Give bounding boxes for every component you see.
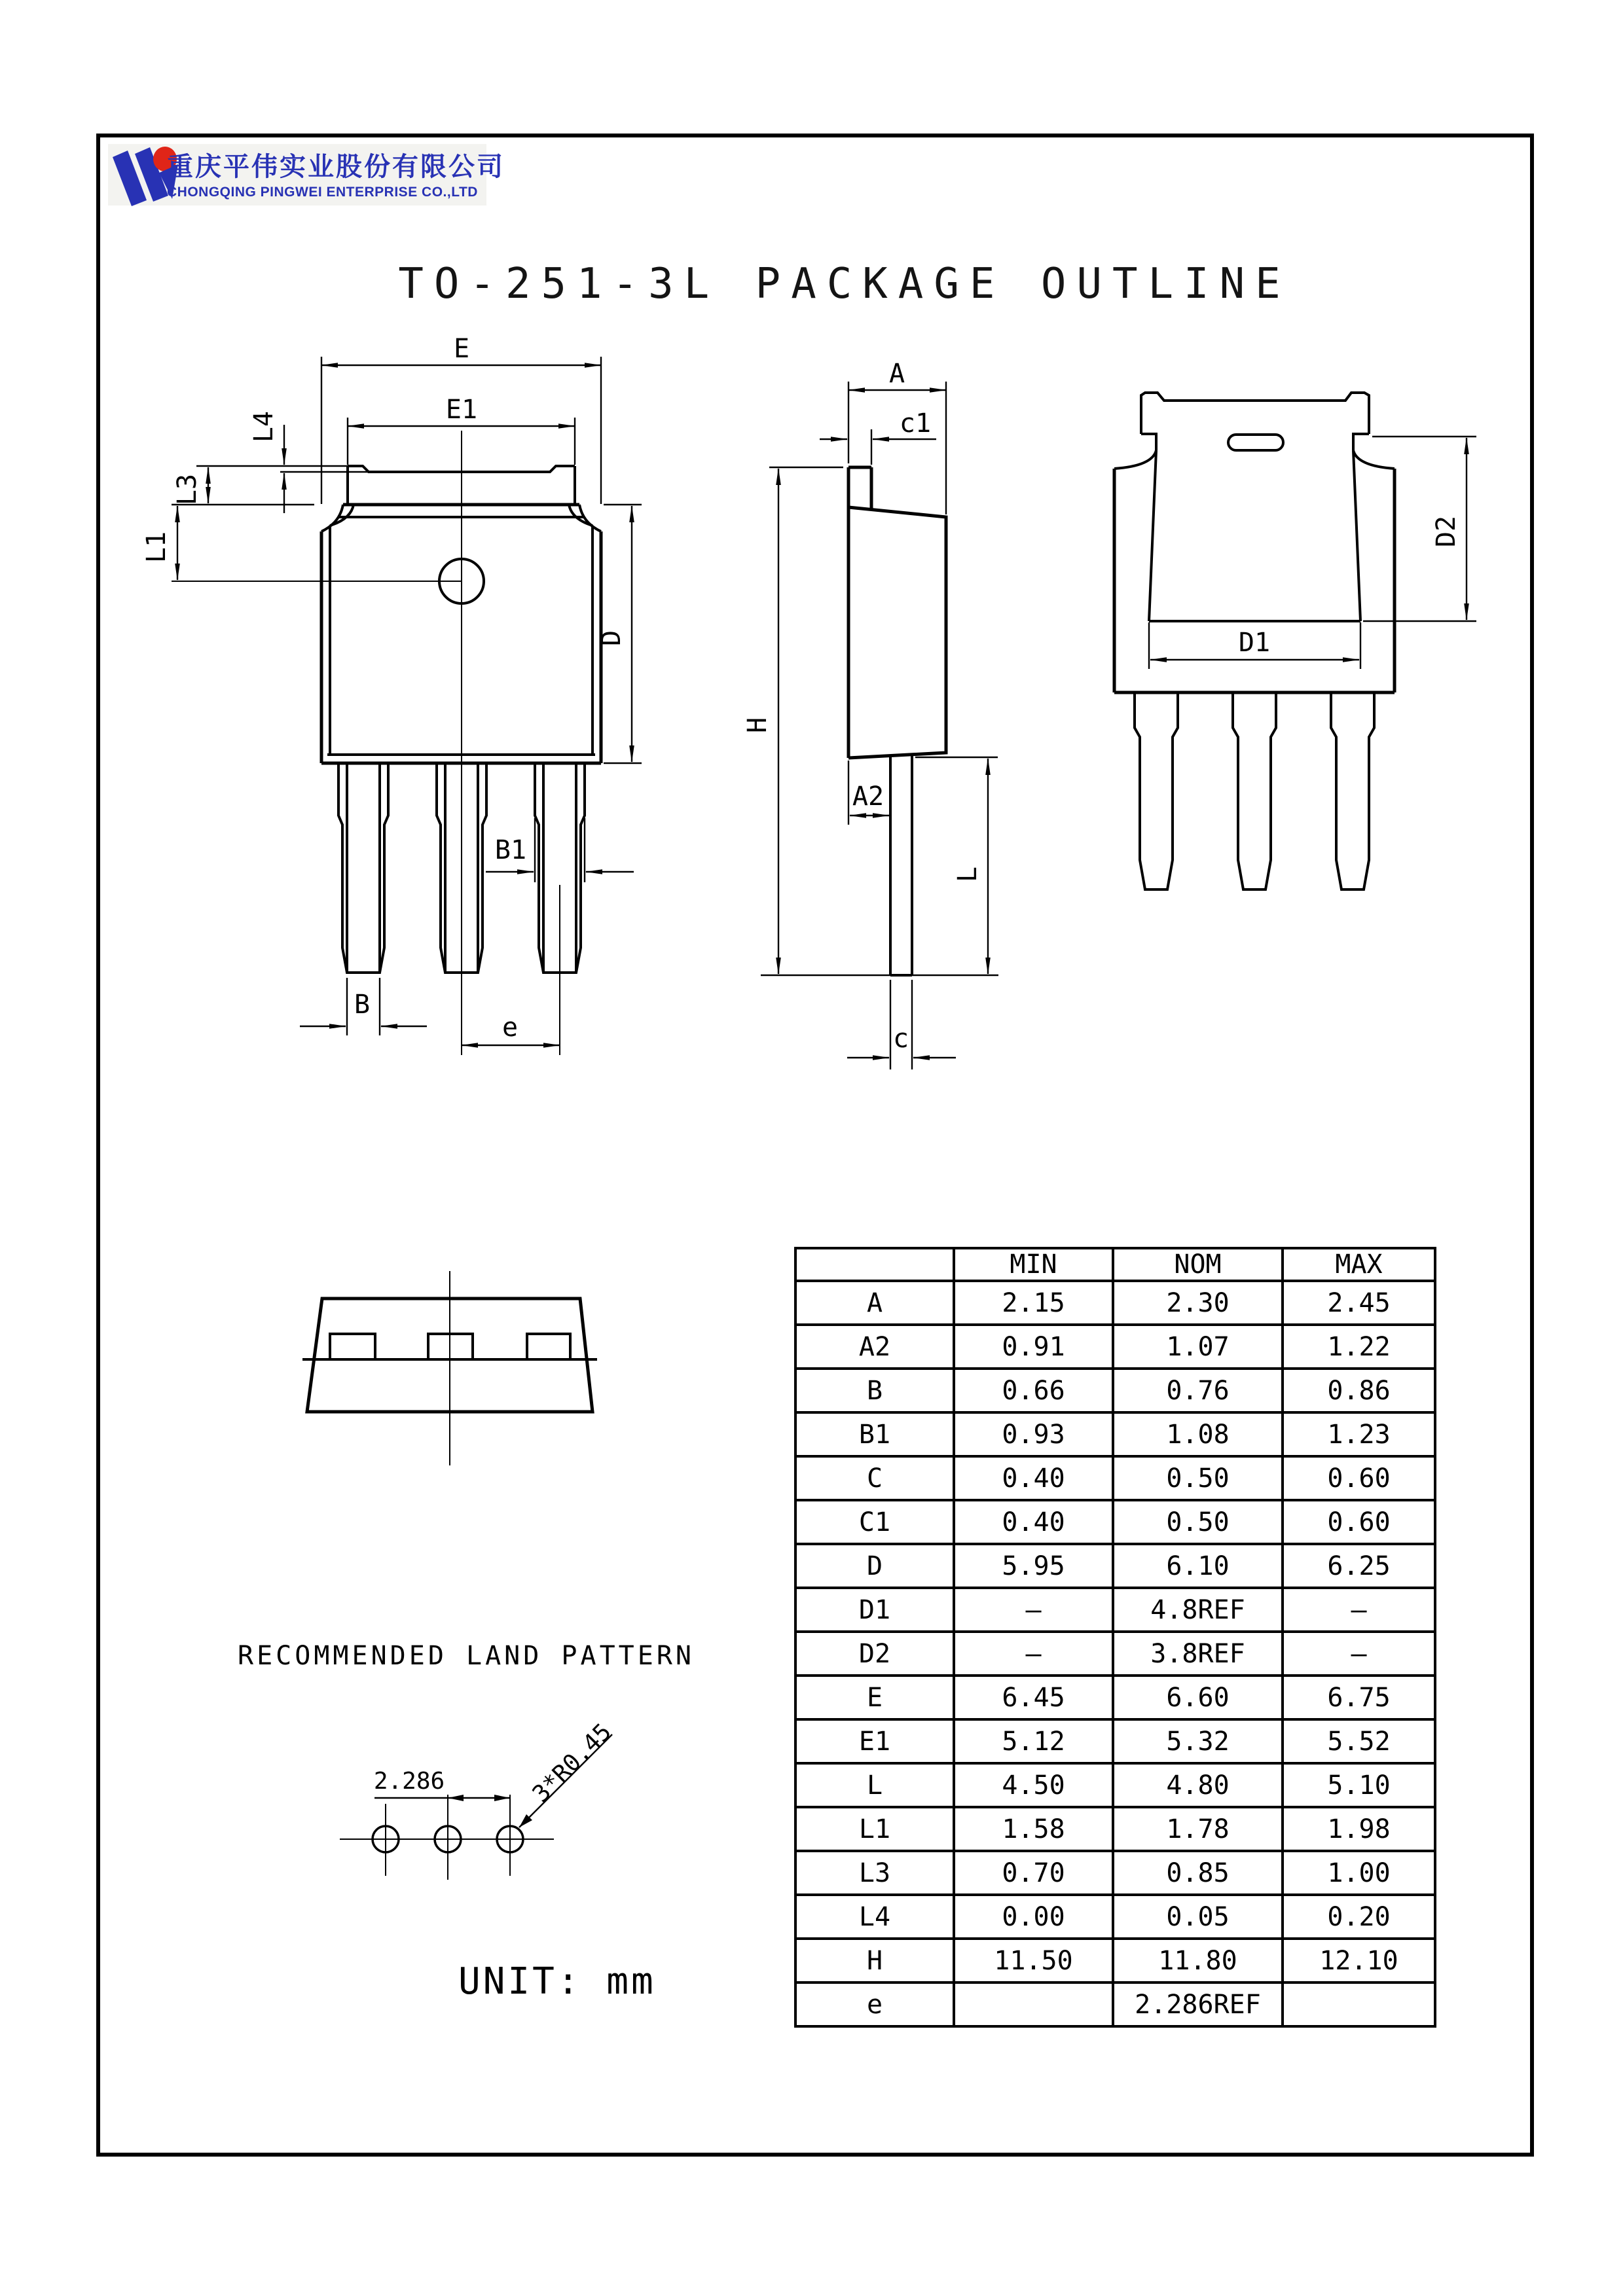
dim-cell: B1 bbox=[795, 1412, 954, 1456]
table-row bbox=[795, 1325, 1435, 1369]
side-body-outline bbox=[848, 467, 946, 758]
land-pattern-drawing bbox=[238, 1641, 695, 1880]
table-row bbox=[795, 1369, 1435, 1412]
dim-label-H: H bbox=[742, 717, 773, 734]
dim-cell: L bbox=[795, 1763, 954, 1807]
value-cell: 0.60 bbox=[1283, 1456, 1435, 1500]
dim-cell: C1 bbox=[795, 1500, 954, 1544]
value-cell: 6.75 bbox=[1283, 1676, 1435, 1719]
value-cell: 1.58 bbox=[954, 1807, 1113, 1851]
dim-cell: D1 bbox=[795, 1588, 954, 1632]
table-row bbox=[795, 1632, 1435, 1676]
land-pattern-pads bbox=[340, 1795, 554, 1880]
value-cell: 0.66 bbox=[954, 1369, 1113, 1412]
dim-label-L4: L4 bbox=[249, 410, 279, 443]
company-name-english: CHONGQING PINGWEI ENTERPRISE CO.,LTD bbox=[167, 185, 478, 200]
value-cell: 0.70 bbox=[954, 1851, 1113, 1895]
dim-cell: A bbox=[795, 1281, 954, 1325]
dimensions-table bbox=[794, 1247, 1436, 2028]
value-cell: 4.80 bbox=[1113, 1763, 1283, 1807]
dim-label-c: c bbox=[892, 1024, 909, 1054]
dim-cell: D2 bbox=[795, 1632, 954, 1676]
header-nom: NOM bbox=[1113, 1248, 1283, 1281]
dim-cell: C bbox=[795, 1456, 954, 1500]
value-cell: – bbox=[954, 1588, 1113, 1632]
header-min: MIN bbox=[954, 1248, 1113, 1281]
dim-cell: A2 bbox=[795, 1325, 954, 1369]
value-cell: 1.78 bbox=[1113, 1807, 1283, 1851]
table-row bbox=[795, 1412, 1435, 1456]
header-blank bbox=[795, 1248, 954, 1281]
page-title: TO-251-3L PACKAGE OUTLINE bbox=[398, 260, 1291, 308]
company-name-chinese: 重庆平伟实业股份有限公司 bbox=[167, 152, 505, 181]
table-row bbox=[795, 1807, 1435, 1851]
table-row bbox=[795, 1676, 1435, 1719]
dim-label-D1: D1 bbox=[1238, 628, 1271, 658]
value-cell: 5.32 bbox=[1113, 1719, 1283, 1763]
value-cell: 5.95 bbox=[954, 1544, 1113, 1588]
front-centerlines bbox=[172, 431, 560, 1055]
dim-label-A: A bbox=[888, 359, 905, 389]
dim-label-E: E bbox=[453, 334, 470, 364]
value-cell: 2.45 bbox=[1283, 1281, 1435, 1325]
value-cell: 0.86 bbox=[1283, 1369, 1435, 1412]
dim-cell: E1 bbox=[795, 1719, 954, 1763]
dim-cell: D bbox=[795, 1544, 954, 1588]
dim-label-B1: B1 bbox=[494, 835, 527, 865]
value-cell: 5.52 bbox=[1283, 1719, 1435, 1763]
unit-label: UNIT: mm bbox=[458, 1960, 656, 2003]
value-cell: 2.15 bbox=[954, 1281, 1113, 1325]
bottom-view-drawing bbox=[302, 1271, 597, 1465]
value-cell: 6.10 bbox=[1113, 1544, 1283, 1588]
value-cell: – bbox=[1283, 1632, 1435, 1676]
back-dimensions bbox=[1149, 437, 1476, 669]
value-cell: 2.286REF bbox=[1113, 1982, 1283, 2026]
dim-cell: e bbox=[795, 1982, 954, 2026]
dim-label-D2: D2 bbox=[1431, 515, 1461, 548]
value-cell: 1.23 bbox=[1283, 1412, 1435, 1456]
tab-slot bbox=[1228, 435, 1283, 450]
value-cell: 1.07 bbox=[1113, 1325, 1283, 1369]
value-cell: 0.76 bbox=[1113, 1369, 1283, 1412]
value-cell: 0.05 bbox=[1113, 1895, 1283, 1939]
pitch-dim-label: 2.286 bbox=[373, 1768, 445, 1795]
value-cell: – bbox=[954, 1632, 1113, 1676]
value-cell: 0.93 bbox=[954, 1412, 1113, 1456]
table-row bbox=[795, 1939, 1435, 1982]
side-dimensions bbox=[742, 359, 998, 1069]
header-max: MAX bbox=[1283, 1248, 1435, 1281]
dim-label-A2: A2 bbox=[852, 781, 884, 812]
dim-cell: H bbox=[795, 1939, 954, 1982]
dim-cell: L1 bbox=[795, 1807, 954, 1851]
back-view-drawing bbox=[1114, 393, 1476, 889]
dim-cell: L3 bbox=[795, 1851, 954, 1895]
table-row bbox=[795, 1982, 1435, 2026]
land-pattern-pitch-dim bbox=[374, 1768, 510, 1801]
back-leads bbox=[1135, 692, 1374, 889]
value-cell: 6.45 bbox=[954, 1676, 1113, 1719]
value-cell: 5.10 bbox=[1283, 1763, 1435, 1807]
front-dimensions bbox=[141, 334, 642, 1045]
value-cell: 6.25 bbox=[1283, 1544, 1435, 1588]
value-cell: 3.8REF bbox=[1113, 1632, 1283, 1676]
dim-cell: L4 bbox=[795, 1895, 954, 1939]
dim-label-E1: E1 bbox=[445, 395, 478, 425]
dim-label-B: B bbox=[354, 990, 371, 1020]
table-row bbox=[795, 1588, 1435, 1632]
side-lead bbox=[890, 755, 912, 975]
value-cell: 11.80 bbox=[1113, 1939, 1283, 1982]
land-pattern-heading: RECOMMENDED LAND PATTERN bbox=[238, 1641, 695, 1671]
value-cell bbox=[954, 1982, 1113, 2026]
dim-label-D: D bbox=[596, 630, 627, 647]
value-cell: 0.20 bbox=[1283, 1895, 1435, 1939]
table-row bbox=[795, 1544, 1435, 1588]
value-cell: 1.08 bbox=[1113, 1412, 1283, 1456]
value-cell: 11.50 bbox=[954, 1939, 1113, 1982]
dim-label-e: e bbox=[501, 1013, 519, 1043]
table-row bbox=[795, 1763, 1435, 1807]
dim-label-L: L bbox=[953, 866, 983, 883]
value-cell: 0.50 bbox=[1113, 1456, 1283, 1500]
dim-label-L3: L3 bbox=[172, 473, 202, 506]
value-cell: 0.00 bbox=[954, 1895, 1113, 1939]
land-pattern-radius-note bbox=[519, 1719, 617, 1827]
value-cell: 0.85 bbox=[1113, 1851, 1283, 1895]
table-row bbox=[795, 1456, 1435, 1500]
value-cell: 0.50 bbox=[1113, 1500, 1283, 1544]
value-cell: 12.10 bbox=[1283, 1939, 1435, 1982]
value-cell: 4.50 bbox=[954, 1763, 1113, 1807]
value-cell: 5.12 bbox=[954, 1719, 1113, 1763]
value-cell: 0.40 bbox=[954, 1456, 1113, 1500]
dim-label-L1: L1 bbox=[141, 531, 172, 564]
dim-label-c1: c1 bbox=[899, 408, 932, 439]
value-cell: 0.91 bbox=[954, 1325, 1113, 1369]
dim-cell: B bbox=[795, 1369, 954, 1412]
table-row bbox=[795, 1719, 1435, 1763]
value-cell bbox=[1283, 1982, 1435, 2026]
table-header-row bbox=[795, 1248, 1435, 1281]
company-logo bbox=[108, 144, 505, 206]
value-cell: 1.22 bbox=[1283, 1325, 1435, 1369]
value-cell: 6.60 bbox=[1113, 1676, 1283, 1719]
value-cell: 1.00 bbox=[1283, 1851, 1435, 1895]
radius-note-label: 3*R0.45 bbox=[527, 1718, 617, 1808]
value-cell: 0.60 bbox=[1283, 1500, 1435, 1544]
side-view-drawing bbox=[742, 359, 998, 1069]
table-row bbox=[795, 1895, 1435, 1939]
value-cell: 2.30 bbox=[1113, 1281, 1283, 1325]
front-view-drawing bbox=[141, 334, 642, 1055]
table-row bbox=[795, 1500, 1435, 1544]
table-row bbox=[795, 1851, 1435, 1895]
value-cell: 0.40 bbox=[954, 1500, 1113, 1544]
value-cell: 4.8REF bbox=[1113, 1588, 1283, 1632]
value-cell: – bbox=[1283, 1588, 1435, 1632]
dim-cell: E bbox=[795, 1676, 954, 1719]
value-cell: 1.98 bbox=[1283, 1807, 1435, 1851]
table-row bbox=[795, 1281, 1435, 1325]
